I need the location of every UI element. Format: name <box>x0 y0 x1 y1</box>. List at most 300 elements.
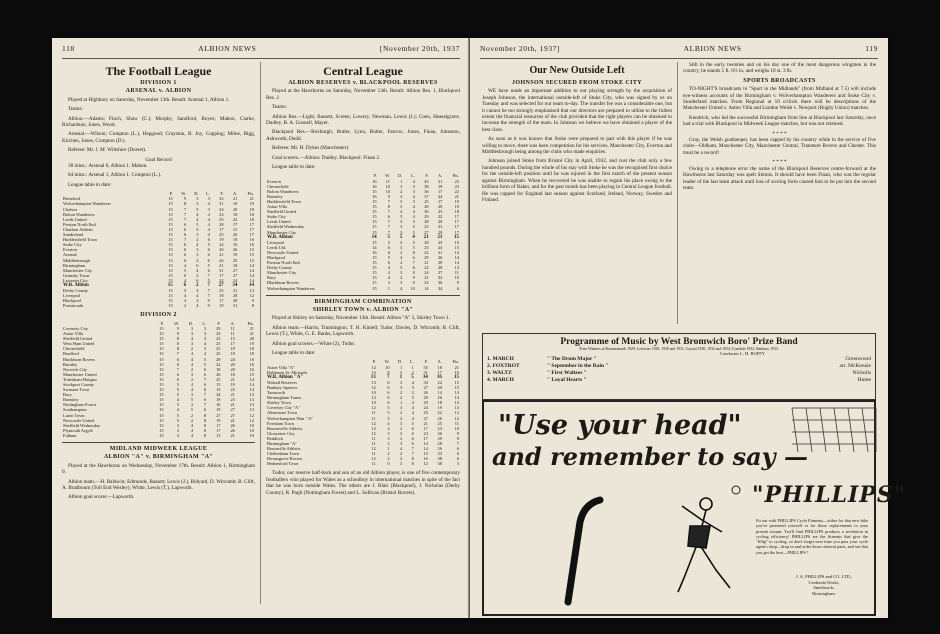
stat-cell: 5 <box>400 198 403 204</box>
stat-cell: 24 <box>424 270 429 276</box>
header-cell: F. <box>424 359 428 365</box>
stat-cell: 15 <box>249 252 254 258</box>
stat-cell: 24 <box>219 206 224 212</box>
stat-cell: 17 <box>437 369 442 375</box>
broadcast-paragraph: TO-NIGHT'S broadcasts in "Sport in the Midlands" (from Midland at 7.5) will include eye-witness accounts of the Birmingham v. Wolverhampton Wanderers and Stoke City v. Sunderland matches. From Regional at 10 o'clock there will be descriptions of the Manchester United v. Aston Villa and London Welsh v. Newport (Rugby Union) matches. <box>683 86 876 112</box>
stat-cell: 5 <box>412 229 415 235</box>
stat-cell: 5 <box>412 224 415 230</box>
stat-cell: 5 <box>196 206 199 212</box>
reserves-report: Played at the Hawthorns on Saturday, November 13th. Result: Albion Res. 1, Blackpool Res. 2 <box>266 88 460 101</box>
stat-cell: 3 <box>399 379 403 385</box>
stat-cell: 12 <box>249 412 254 418</box>
stat-cell: 12 <box>423 461 428 467</box>
stat-cell: 1 <box>399 400 403 406</box>
stat-cell: 21 <box>423 234 429 240</box>
stat-cell: 15 <box>372 224 377 230</box>
address-line-1: Credenda Works, <box>808 579 840 585</box>
stat-cell: 21 <box>230 402 235 408</box>
stat-cell: 18 <box>437 364 442 370</box>
stat-cell: 2 <box>411 390 414 396</box>
stat-cell: 5 <box>411 395 414 401</box>
address-line-3: Birmingham. <box>812 590 836 596</box>
advert-copy: Fit out with PHILLIPS Cycle Fitments—either for that new bike you've promised yourself or for those replacements to your present mount. You'll find PHILLIPS products a revelation in cycling efficiency! PHILLIPS are the fitments that give the "fillip" to cycling, so don't forget next time you pass your cycle agent's shop—drop in and order those renewal parts, and see that you get the best—PHILLIPS ! <box>756 518 868 555</box>
stat-cell: 30 <box>424 209 429 215</box>
stat-cell: 21 <box>230 392 235 398</box>
stat-cell: 15 <box>168 226 173 232</box>
stat-cell: 2 <box>387 456 390 462</box>
separator-stars: * * * * <box>772 130 787 137</box>
stat-cell: 15 <box>159 381 164 387</box>
stat-cell: 31 <box>437 249 443 255</box>
handlebar-illustration <box>568 500 600 602</box>
stat-cell: 6 <box>203 387 207 393</box>
header-cell: Pts. <box>247 191 254 197</box>
table-label: League table to date: <box>68 181 112 188</box>
stat-cell: 13 <box>371 395 376 401</box>
stat-cell: 12 <box>454 410 459 416</box>
tudor-paragraph: Tudor, our reserve half-back and son of an old Albion player, is one of five contemporary footballers who played for Wales as a schoolboy in international matches in spite of the fact that he was born outside Wales. The others are J. Blair (Blackpool), J. Nicholas (Derby County), R. Pugh (Nottingham Forest) and L. Sullivan (Bristol Rovers). <box>266 470 460 496</box>
stat-cell: 12 <box>371 364 376 370</box>
goal-record-heading: Goal Record <box>145 156 172 163</box>
team-name-cell: Bourneville Athletic <box>267 425 303 431</box>
left-running-header <box>62 44 460 59</box>
team-name-cell: Blackpool <box>63 298 82 304</box>
stat-cell: 25 <box>219 216 224 222</box>
stat-cell: 1 <box>400 178 403 184</box>
stat-cell: 6 <box>387 400 390 406</box>
stat-cell: 4 <box>207 216 210 222</box>
stat-cell: 3 <box>387 430 390 436</box>
stat-cell: 13 <box>249 392 254 398</box>
header-cell: Pts. <box>247 320 254 326</box>
stat-cell: 14 <box>249 262 254 268</box>
stat-cell: 3 <box>400 270 403 276</box>
stat-cell: 9 <box>183 196 187 202</box>
programme-list <box>483 356 875 384</box>
stat-cell: 5 <box>387 415 390 421</box>
stat-cell: 15 <box>159 341 164 347</box>
stat-cell: 27 <box>230 407 235 413</box>
stat-cell: 20 <box>230 361 235 367</box>
stat-cell: 3 <box>411 384 414 390</box>
stat-cell: 24 <box>230 356 235 362</box>
stat-cell: 15 <box>159 412 164 418</box>
stat-cell: 12 <box>454 415 459 421</box>
stat-cell: 26 <box>437 446 442 452</box>
stat-cell: 3 <box>411 400 414 406</box>
stat-cell: 18 <box>249 351 254 357</box>
phillips-advert <box>482 400 907 616</box>
stat-cell: 17 <box>216 427 221 433</box>
gray-paragraph: Gray, the Welsh goalkeeper, has been capped by his country while in the service of five clubs—Oldham, Manchester City, Manchester Central, Tranmere Rovers and Chester. This must be a record! <box>683 137 876 156</box>
stat-cell: 27 <box>230 412 235 418</box>
stat-cell: 16 <box>249 356 254 362</box>
stat-cell: 21 <box>249 331 254 337</box>
combination-table <box>266 359 460 466</box>
stat-cell: 18 <box>216 397 221 403</box>
stat-cell: 15 <box>372 254 377 260</box>
stat-cell: 15 <box>230 336 235 342</box>
team-name-cell: Wolverhampton Wanderers <box>267 285 315 291</box>
stat-cell: 7 <box>387 209 390 215</box>
stat-cell: 6 <box>203 366 207 372</box>
stat-cell: 4 <box>176 407 179 413</box>
stat-cell: 27 <box>437 270 443 276</box>
team-name-cell: Cheltenham Town <box>267 451 300 457</box>
team-name-cell: Middlesbrough <box>63 257 90 263</box>
stat-cell: 4 <box>400 254 403 260</box>
teams-label: Teams: <box>68 106 83 113</box>
stat-cell: 4 <box>412 234 415 240</box>
stat-cell: 22 <box>437 410 442 416</box>
goal-1: 38 mins.: Arsenal 0, Albion 1. Mahon. <box>68 163 148 170</box>
stat-cell: 29 <box>437 435 442 441</box>
stat-cell: 10 <box>454 275 459 281</box>
stat-cell: 28 <box>437 440 442 446</box>
separator-stars: * * * * <box>772 159 787 166</box>
stat-cell: 11 <box>230 331 235 337</box>
header-cell: W. <box>174 320 179 326</box>
stat-cell: 4 <box>387 425 390 431</box>
stat-cell: 3 <box>400 204 403 210</box>
stat-cell: 6 <box>176 356 179 362</box>
team-name-cell: Aston Villa "A" <box>267 364 295 370</box>
finan-paragraph: Owing to a telephone error the name of the Blackpool Reserves centre-forward at the Hawthorns last Saturday was spelt Simms. It should have been Finan, who was the regular leader of the last team attack until loss of scoring form caused him to be put into the second team. <box>683 165 876 191</box>
stat-cell: 11 <box>454 420 459 426</box>
stat-cell: 7 <box>203 376 207 382</box>
team-name-cell: Derby County <box>267 265 292 271</box>
stat-cell: 2 <box>190 412 194 418</box>
stat-cell: 3 <box>176 432 179 438</box>
team-name-cell: Everton <box>63 247 77 253</box>
stat-cell: 6 <box>387 379 390 385</box>
team-name-cell: Chesterfield <box>267 183 289 189</box>
stat-cell: 11 <box>385 178 390 184</box>
stat-cell: 26 <box>219 247 224 253</box>
stat-cell: 9 <box>412 275 415 281</box>
stat-cell: 17 <box>437 188 443 194</box>
stat-cell: 14 <box>423 446 428 452</box>
article-title: Our New Outside Left <box>529 65 625 76</box>
stat-cell: 4 <box>190 361 194 367</box>
goal-net-illustration <box>792 408 876 452</box>
stat-cell: 17 <box>454 229 459 235</box>
stat-cell: 27 <box>423 384 428 390</box>
programme-item <box>483 356 875 363</box>
stat-cell: 6 <box>411 425 414 431</box>
stat-cell: 18 <box>437 400 442 406</box>
stat-cell: 14 <box>249 387 254 393</box>
stat-cell: 4 <box>387 275 390 281</box>
team-name-cell: Wolverhampton Wanderers <box>63 201 111 207</box>
header-cell: Pts. <box>452 359 459 365</box>
stat-cell: 16 <box>423 456 428 462</box>
item-number: 1. MARCH <box>487 356 514 362</box>
stat-cell: 11 <box>454 270 459 276</box>
stat-cell: 24 <box>216 392 221 398</box>
stat-cell: 4 <box>207 226 210 232</box>
stat-cell: 29 <box>423 395 428 401</box>
stat-cell: 3 <box>196 257 199 263</box>
stat-cell: 2 <box>190 376 194 382</box>
table-row <box>266 286 460 291</box>
stat-cell: 2 <box>411 369 414 375</box>
stat-cell: 15 <box>372 260 377 266</box>
stat-cell: 4 <box>190 356 194 362</box>
team-name-cell: Leeds United <box>63 216 87 222</box>
stat-cell: 0 <box>387 461 390 467</box>
stat-cell: 14 <box>249 272 254 278</box>
stat-cell: 26 <box>232 247 238 253</box>
team-name-cell: W.B. Albion "A" <box>267 374 304 380</box>
stat-cell: 2 <box>400 275 403 281</box>
prize-winners: Prize Winners at Bournemouth 1929; Leicester 1929, 1930 and 1931; Crystal 1930, 1932 and 1934; Tynedale 1932; Banbury 1933. <box>579 347 779 351</box>
stat-cell: 25 <box>216 376 221 382</box>
stat-cell: 5 <box>387 254 390 260</box>
stat-cell: 3 <box>203 336 207 342</box>
stat-cell: 14 <box>454 395 459 401</box>
stat-cell: 26 <box>219 257 224 263</box>
advert-headline-1: "Use your head" <box>498 410 742 441</box>
stat-cell: 23 <box>424 244 429 250</box>
header-cell: F. <box>220 191 224 197</box>
publication-title: ALBION NEWS <box>198 44 257 53</box>
stat-cell: 17 <box>454 224 459 230</box>
stat-cell: 31 <box>232 303 238 309</box>
stat-cell: 4 <box>203 341 207 347</box>
item-title: " The Drum Major " <box>547 356 597 362</box>
stat-cell: 15 <box>454 239 459 245</box>
issue-date: November 20th, 1937] <box>480 44 561 53</box>
football-league-title: The Football League <box>105 64 212 78</box>
stat-cell: 17 <box>249 232 254 238</box>
stat-cell: 15 <box>159 432 164 438</box>
column-rule <box>260 62 261 604</box>
stat-cell: 31 <box>232 288 238 294</box>
football-league-column <box>62 62 255 610</box>
stat-cell: 9 <box>207 303 210 309</box>
header-cell: L. <box>409 359 414 365</box>
stat-cell: 3 <box>399 430 403 436</box>
sports-broadcasts-heading: SPORTS BROADCASTS <box>743 77 816 84</box>
team-name-cell: W.B. Albion <box>63 282 89 288</box>
team-name-cell: Southampton <box>63 407 87 413</box>
stat-cell: 12 <box>249 293 254 299</box>
albion-team: Albion.—Adams; Finch, Shaw (C.); Murphy, Sandford, Boyes; Mahon, Clarke, Richardson, Jones, Wood. <box>62 115 255 129</box>
stat-cell: 21 <box>454 193 459 199</box>
phillips-brand: "PHILLIPS" <box>752 482 907 508</box>
stat-cell: 5 <box>207 242 210 248</box>
team-name-cell: Bournville Athletic <box>267 446 301 452</box>
stat-cell: 19 <box>216 407 221 413</box>
stat-cell: 5 <box>203 346 207 352</box>
stat-cell: 14 <box>371 234 377 240</box>
team-name-cell: Sheffield Wednesday <box>63 422 101 428</box>
header-cell: F. <box>425 173 429 179</box>
team-name-cell: Bradford <box>63 351 79 357</box>
stat-cell: 15 <box>168 232 173 238</box>
stat-cell: 5 <box>196 221 199 227</box>
stat-cell: 5 <box>176 402 179 408</box>
reserves-referee: Referee: Mr. H. Dykes (Manchester). <box>272 145 350 152</box>
stat-cell: 4 <box>196 216 199 222</box>
stat-cell: 3 <box>399 405 403 411</box>
stat-cell: 14 <box>454 260 459 266</box>
stat-cell: 3 <box>190 341 194 347</box>
header-cell: L. <box>202 320 207 326</box>
header-cell: A. <box>437 359 442 365</box>
stat-cell: 14 <box>454 249 459 255</box>
stat-cell: 2 <box>196 272 199 278</box>
stat-cell: 13 <box>249 402 254 408</box>
stat-cell: 15 <box>372 285 377 291</box>
stat-cell: 17 <box>230 341 235 347</box>
stat-cell: 3 <box>183 298 187 304</box>
stat-cell: 19 <box>454 198 459 204</box>
stat-cell: 12 <box>371 456 376 462</box>
stat-cell: 18 <box>232 237 238 243</box>
stat-cell: 12 <box>371 420 376 426</box>
stat-cell: 20 <box>249 336 254 342</box>
team-name-cell: Liverpool <box>63 293 81 299</box>
stat-cell: 15 <box>159 427 164 433</box>
stat-cell: 8 <box>183 201 187 207</box>
stat-cell: 6 <box>207 252 210 258</box>
stat-cell: 5 <box>176 392 179 398</box>
stat-cell: 14 <box>249 381 254 387</box>
header-cell: P. <box>373 173 377 179</box>
stat-cell: 9 <box>456 430 459 436</box>
stat-cell: 25 <box>424 224 429 230</box>
stat-cell: 3 <box>190 402 194 408</box>
item-composer: Nicholls <box>852 370 871 376</box>
stat-cell: 10 <box>249 432 254 438</box>
stat-cell: 18 <box>232 201 238 207</box>
stat-cell: 4 <box>190 336 194 342</box>
stat-cell: 7 <box>411 446 414 452</box>
stat-cell: 28 <box>437 260 443 266</box>
band-programme <box>482 333 876 400</box>
stat-cell: 22 <box>232 216 238 222</box>
stat-cell: 4 <box>387 270 390 276</box>
stat-cell: 6 <box>412 254 415 260</box>
stat-cell: 8 <box>251 303 254 309</box>
stat-cell: 14 <box>249 277 254 283</box>
stat-cell: 3 <box>400 244 403 250</box>
stat-cell: 4 <box>190 422 194 428</box>
stat-cell: 2 <box>399 395 403 401</box>
stat-cell: 17 <box>219 298 224 304</box>
stat-cell: 7 <box>207 282 210 288</box>
team-name-cell: Everton <box>267 178 281 184</box>
stat-cell: 43 <box>424 178 429 184</box>
stat-cell: 2 <box>183 303 187 309</box>
stat-cell: 11 <box>371 461 376 467</box>
team-name-cell: Stoke City <box>267 214 286 220</box>
stat-cell: 7 <box>207 272 210 278</box>
stat-cell: 19 <box>454 204 459 210</box>
blackpool-reserves-team: Blackpool Res.—Roxburgh; Butler, Lynn, Butler, Farrow; Jones, Finan, Johnston, Ashworth, Dodd. <box>266 129 460 142</box>
stat-cell: 6 <box>207 257 210 263</box>
stat-cell: 33 <box>437 451 442 457</box>
arsenal-match-heading: ARSENAL v. ALBION <box>125 88 192 95</box>
team-name-cell: Barnsley <box>267 193 283 199</box>
stat-cell: 25 <box>437 420 442 426</box>
stat-cell: 21 <box>230 432 235 438</box>
stat-cell: 29 <box>437 229 443 235</box>
stat-cell: 11 <box>371 415 376 421</box>
stat-cell: 6 <box>387 384 390 390</box>
stat-cell: 15 <box>159 392 164 398</box>
team-name-cell: Huddersfield Town <box>63 237 97 243</box>
stat-cell: 8 <box>387 204 390 210</box>
stat-cell: 21 <box>249 196 254 202</box>
stat-cell: 8 <box>412 249 415 255</box>
stat-cell: 31 <box>219 267 224 273</box>
stat-cell: 4 <box>412 204 415 210</box>
stat-cell: 15 <box>168 196 173 202</box>
page-number: 118 <box>62 44 75 53</box>
header-cell: D. <box>398 173 403 179</box>
team-name-cell: Chesterfield <box>63 346 85 352</box>
stat-cell: 3 <box>190 371 194 377</box>
stat-cell: 6 <box>411 430 414 436</box>
stat-cell: 6 <box>387 390 390 396</box>
stat-cell: 3 <box>399 440 403 446</box>
stat-cell: 25 <box>424 198 429 204</box>
stat-cell: 7 <box>387 198 390 204</box>
stat-cell: 6 <box>412 265 415 271</box>
stat-cell: 19 <box>249 206 254 212</box>
stat-cell: 2 <box>399 456 403 462</box>
stat-cell: 14 <box>424 285 429 291</box>
stat-cell: 23 <box>216 331 221 337</box>
item-title: " Loyal Hearts " <box>547 377 587 383</box>
stat-cell: 25 <box>216 346 221 352</box>
stat-cell: 3 <box>176 422 179 428</box>
team-name-cell: Wolverhampton Wan. "A" <box>267 415 314 421</box>
programme-item <box>483 363 875 370</box>
stat-cell: 21 <box>232 196 238 202</box>
stat-cell: 5 <box>190 397 194 403</box>
team-name-cell: Blackburn Rovers <box>63 356 95 362</box>
stat-cell: 13 <box>454 265 459 271</box>
stat-cell: 25 <box>216 336 221 342</box>
stat-cell: 11 <box>371 440 376 446</box>
stat-cell: 7 <box>176 366 179 372</box>
stat-cell: 5 <box>196 232 199 238</box>
stat-cell: 6 <box>387 214 390 220</box>
shirley-match-heading: SHIRLEY TOWN v. ALBION "A" <box>312 307 414 314</box>
stat-cell: 2 <box>387 451 390 457</box>
stat-cell: 16 <box>216 402 221 408</box>
stat-cell: 6 <box>183 282 187 288</box>
stat-cell: 10 <box>371 400 376 406</box>
stat-cell: 5 <box>176 387 179 393</box>
stat-cell: 26 <box>232 232 238 238</box>
reserves-match-heading: ALBION RESERVES v. BLACKPOOL RESERVES <box>288 80 438 86</box>
stat-cell: 15 <box>168 277 173 283</box>
header-cell: L. <box>411 173 415 179</box>
stat-cell: 19 <box>216 417 221 423</box>
stat-cell: 18 <box>230 351 235 357</box>
stat-cell: 3 <box>196 252 199 258</box>
header-cell: P. <box>372 359 376 365</box>
item-composer: Greenwood <box>845 356 871 362</box>
stat-cell: 16 <box>249 361 254 367</box>
stat-cell: 3 <box>190 392 194 398</box>
stat-cell: 13 <box>370 374 376 380</box>
